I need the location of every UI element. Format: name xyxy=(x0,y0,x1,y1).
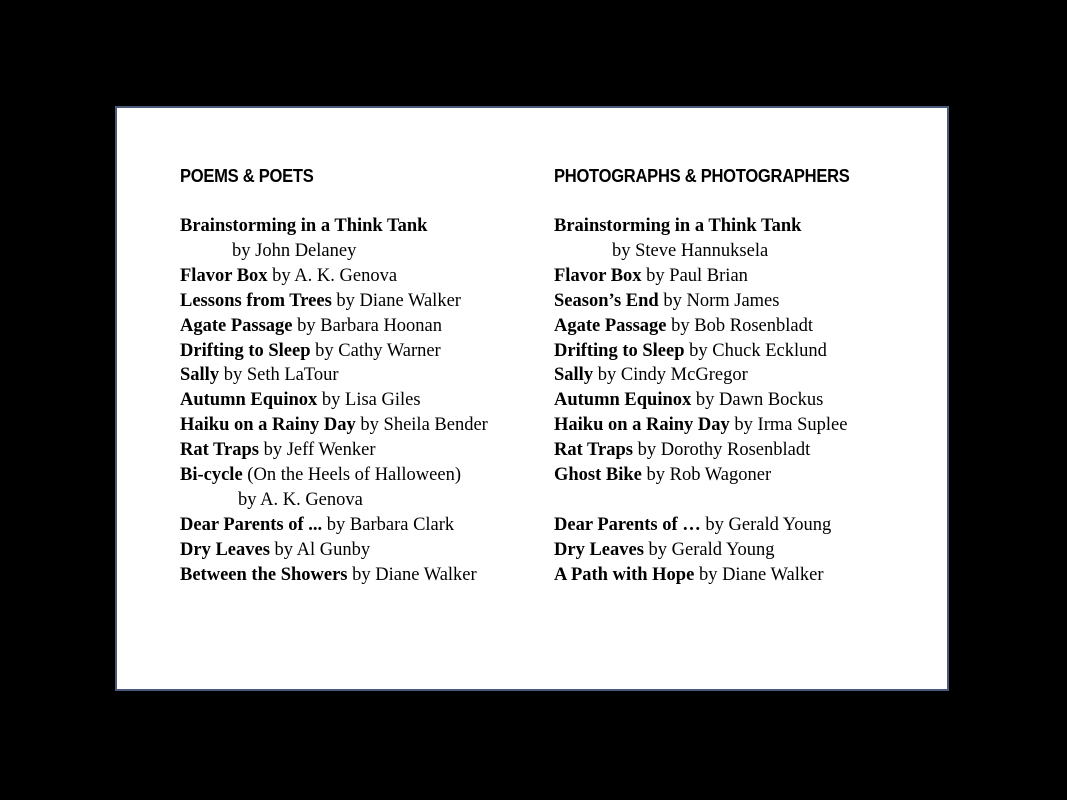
poet-name: by Al Gunby xyxy=(274,539,371,560)
poem-title: Autumn Equinox xyxy=(180,390,318,411)
photographer-name: by Rob Wagoner xyxy=(646,465,772,486)
poem-title: Brainstorming in a Think Tank xyxy=(180,216,428,236)
photographs-column xyxy=(554,164,934,588)
poem-entry xyxy=(180,264,540,289)
poet-name: by John Delaney xyxy=(232,240,357,261)
poem-title: Dry Leaves xyxy=(180,539,270,560)
photo-entry xyxy=(554,563,934,588)
poem-byline xyxy=(180,239,540,264)
photo-title: Agate Passage xyxy=(554,315,667,336)
photo-entry xyxy=(554,388,934,413)
photographer-name: by Norm James xyxy=(663,290,780,311)
photo-entry xyxy=(554,463,934,488)
poem-entry xyxy=(180,513,540,538)
photographer-name: by Bob Rosenbladt xyxy=(671,315,813,336)
credits-card xyxy=(115,106,949,691)
poet-name: by A. K. Genova xyxy=(238,489,363,510)
photo-entry xyxy=(554,438,934,463)
poem-title: Between the Showers xyxy=(180,564,348,585)
photographer-name: by Paul Brian xyxy=(646,265,748,286)
poet-name: by Jeff Wenker xyxy=(263,440,376,461)
photo-entry xyxy=(554,538,934,563)
photographer-name: by Gerald Young xyxy=(648,539,775,560)
poem-entry xyxy=(180,363,540,388)
photo-title: A Path with Hope xyxy=(554,564,695,585)
poet-name: by Diane Walker xyxy=(352,564,477,585)
poem-entry xyxy=(180,463,540,488)
poem-subtitle: (On the Heels of Halloween) xyxy=(247,465,461,486)
photographer-name: by Cindy McGregor xyxy=(597,365,748,386)
poem-entry xyxy=(180,214,540,239)
poem-title: Drifting to Sleep xyxy=(180,340,311,361)
poems-list xyxy=(180,214,540,588)
poem-entry xyxy=(180,538,540,563)
poem-entry xyxy=(180,339,540,364)
poem-title: Lessons from Trees xyxy=(180,290,332,311)
photo-entry xyxy=(554,264,934,289)
poem-title: Haiku on a Rainy Day xyxy=(180,415,356,436)
poem-byline xyxy=(180,488,540,513)
poet-name: by Barbara Hoonan xyxy=(297,315,443,336)
photographer-name: by Chuck Ecklund xyxy=(689,340,827,361)
photo-entry xyxy=(554,289,934,314)
photo-entry xyxy=(554,513,934,538)
poem-title: Bi-cycle xyxy=(180,465,243,486)
photographer-name: by Gerald Young xyxy=(705,514,832,535)
photographer-name: by Dorothy Rosenbladt xyxy=(637,440,811,461)
photo-entry xyxy=(554,214,934,239)
poet-name: by Diane Walker xyxy=(336,290,461,311)
photographer-name: by Irma Suplee xyxy=(734,415,848,436)
poet-name: by Lisa Giles xyxy=(321,390,421,411)
poem-entry xyxy=(180,314,540,339)
photo-entry xyxy=(554,314,934,339)
photo-entry xyxy=(554,363,934,388)
poem-entry xyxy=(180,563,540,588)
poem-entry xyxy=(180,289,540,314)
photographer-name: by Steve Hannuksela xyxy=(612,240,769,261)
poem-entry xyxy=(180,413,540,438)
poet-name: by Barbara Clark xyxy=(326,514,455,535)
photo-title: Brainstorming in a Think Tank xyxy=(554,216,802,236)
poem-title: Sally xyxy=(180,365,220,386)
spacer xyxy=(554,488,934,513)
photo-entry xyxy=(554,339,934,364)
poem-entry xyxy=(180,438,540,463)
photo-title: Sally xyxy=(554,365,594,386)
photo-title: Ghost Bike xyxy=(554,465,642,486)
poet-name: by A. K. Genova xyxy=(272,265,398,286)
photo-title: Rat Traps xyxy=(554,440,633,461)
poem-title: Flavor Box xyxy=(180,265,268,286)
poem-title: Dear Parents of ... xyxy=(180,514,323,535)
poems-heading: POEMS & POETS xyxy=(180,166,314,186)
photo-title: Dear Parents of … xyxy=(554,514,701,535)
photographer-name: by Dawn Bockus xyxy=(695,390,824,411)
poet-name: by Cathy Warner xyxy=(315,340,441,361)
photo-title: Season’s End xyxy=(554,290,659,311)
photo-title: Haiku on a Rainy Day xyxy=(554,415,730,436)
photographs-heading: PHOTOGRAPHS & PHOTOGRAPHERS xyxy=(554,166,850,186)
poet-name: by Seth LaTour xyxy=(223,365,339,386)
photo-title: Dry Leaves xyxy=(554,539,644,560)
photo-title: Flavor Box xyxy=(554,265,642,286)
photographer-name: by Diane Walker xyxy=(698,564,824,585)
poem-entry xyxy=(180,388,540,413)
photo-title: Drifting to Sleep xyxy=(554,340,685,361)
poem-title: Rat Traps xyxy=(180,440,259,461)
photo-title: Autumn Equinox xyxy=(554,390,692,411)
poem-title: Agate Passage xyxy=(180,315,293,336)
photo-entry xyxy=(554,413,934,438)
photo-byline xyxy=(554,239,934,264)
poet-name: by Sheila Bender xyxy=(360,415,488,436)
photographs-list xyxy=(554,214,934,588)
poems-column xyxy=(180,164,540,588)
